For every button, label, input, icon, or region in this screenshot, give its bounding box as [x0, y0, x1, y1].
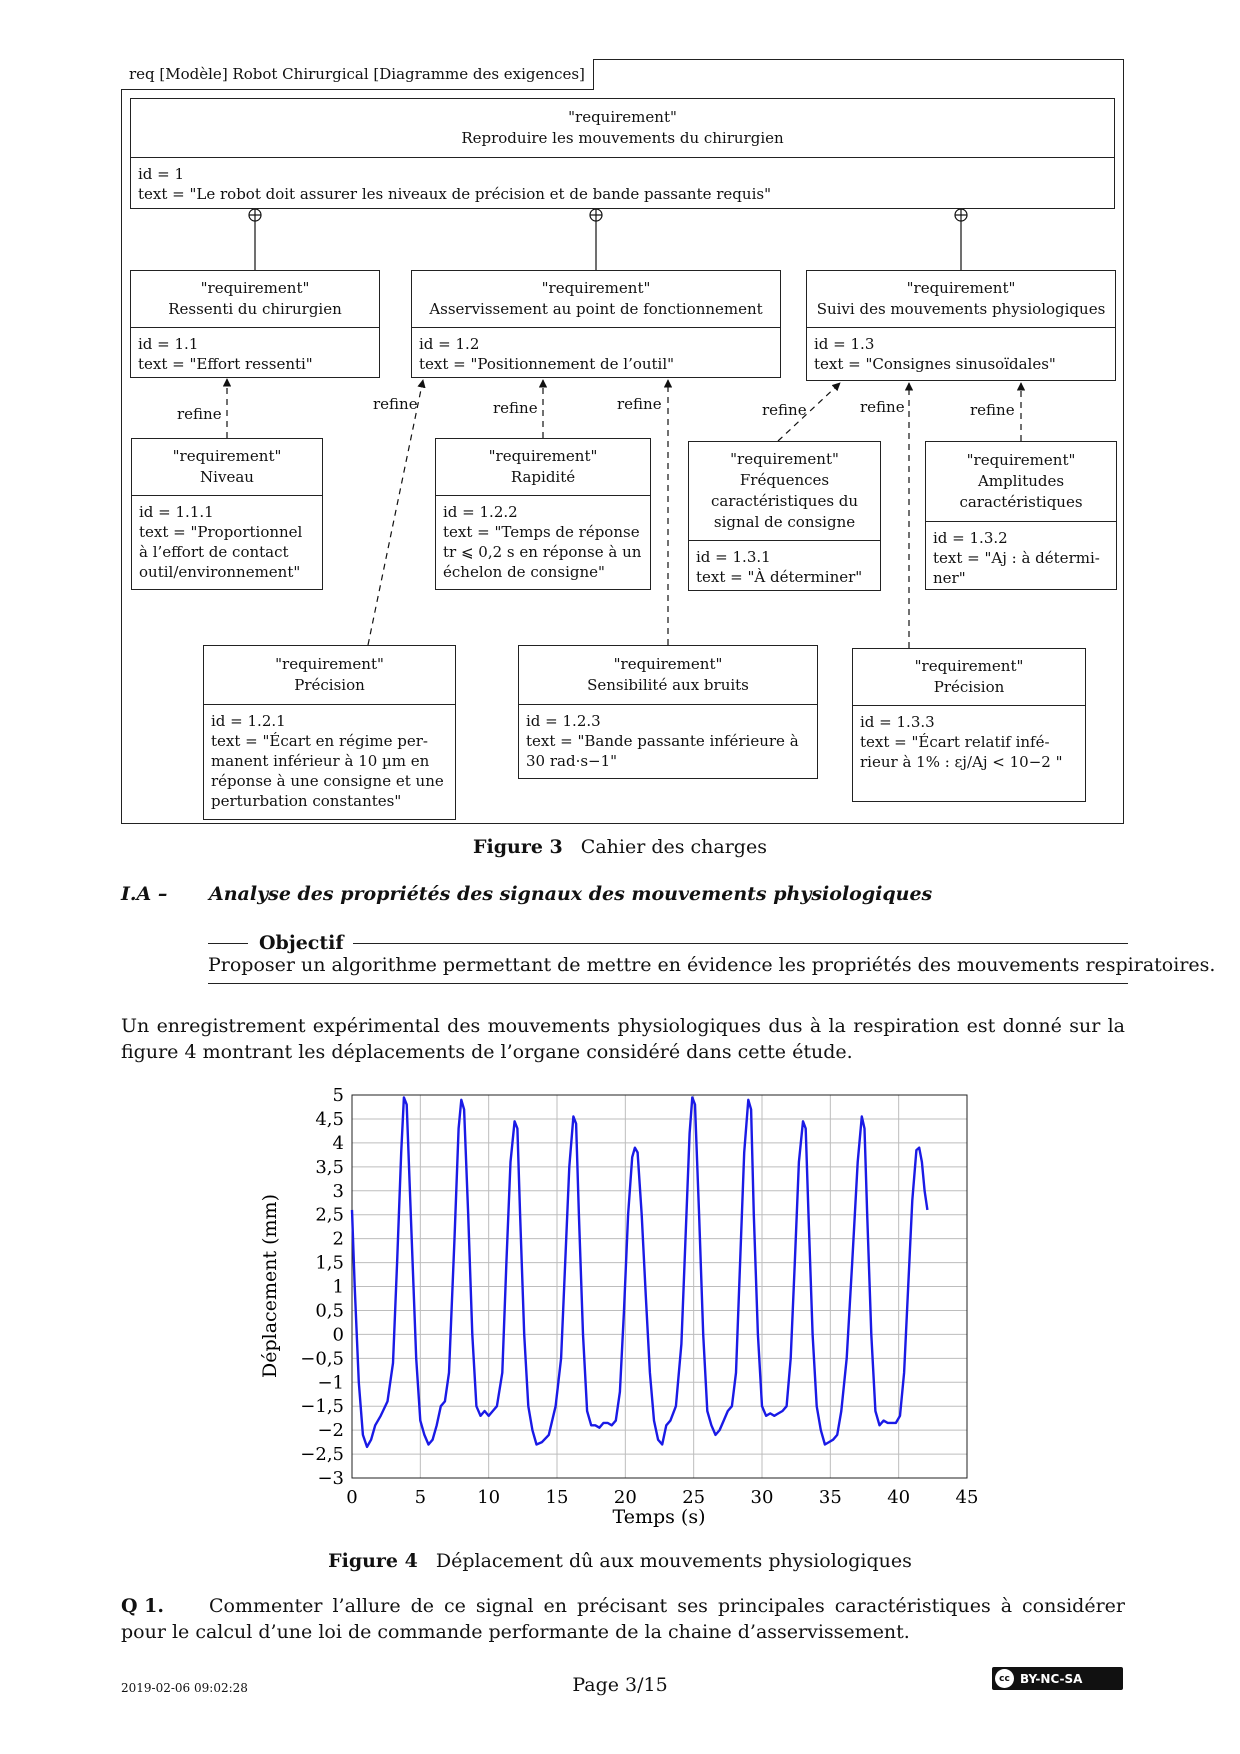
requirement-id: id = 1.2.2: [443, 503, 518, 521]
requirement-1-2-1: [203, 645, 456, 820]
question-text: Commenter l’allure de ce signal en précisant ses principales caractéristiques à considérer pour le calcul d’une loi de commande performante de la chaine d’asservissement.: [121, 1595, 1125, 1643]
figure-3-caption: [0, 836, 1240, 858]
stereotype: "requirement": [568, 108, 677, 126]
x-tick-label: 25: [682, 1487, 706, 1508]
requirement-id: id = 1.2: [419, 335, 480, 353]
y-tick-label: −1: [317, 1372, 344, 1394]
requirement-name: Reproduire les mouvements du chirurgien: [461, 129, 784, 147]
stereotype: "requirement": [541, 279, 651, 297]
objective-box: [208, 932, 1216, 984]
requirement-name: Amplitudes caractéristiques: [959, 472, 1083, 511]
section-title: Analyse des propriétés des signaux des mouvements physiologiques: [209, 883, 933, 905]
x-tick-label: 40: [887, 1487, 911, 1508]
requirement-1-1-1: [131, 438, 323, 590]
y-tick-labels: [300, 1085, 344, 1489]
x-tick-label: 45: [955, 1487, 979, 1508]
requirement-name: Rapidité: [510, 468, 576, 486]
containment-links: [249, 209, 967, 270]
question-number: Q 1.: [121, 1595, 165, 1617]
requirement-1-3-2: [925, 441, 1117, 590]
requirement-text: text = "À déterminer": [696, 568, 863, 586]
y-tick-label: 5: [332, 1085, 344, 1106]
figure-caption-text: Déplacement dû aux mouvements physiologiques: [435, 1550, 912, 1572]
objective-rule-left: [208, 943, 248, 944]
x-tick-label: 15: [545, 1487, 569, 1508]
requirement-1-2-2: [435, 438, 651, 590]
y-tick-label: −2: [317, 1420, 344, 1442]
y-tick-label: 1,5: [315, 1252, 344, 1274]
y-tick-label: 2,5: [315, 1204, 344, 1226]
stereotype: "requirement": [730, 450, 839, 468]
y-tick-label: −3: [317, 1468, 344, 1489]
requirement-text: text = "Écart en régime per-manent inférieur à 10 µm en réponse à une consigne et une perturbation constantes": [211, 732, 444, 810]
requirement-name: Niveau: [200, 468, 254, 486]
y-tick-label: −1,5: [300, 1396, 344, 1418]
requirement-id: id = 1.3.2: [933, 529, 1008, 547]
refine-label: refine: [493, 399, 538, 417]
x-tick-label: 35: [818, 1487, 842, 1508]
y-tick-label: −0,5: [300, 1348, 344, 1370]
requirement-id: id = 1: [138, 165, 185, 183]
requirement-text: text = "Proportionnel à l’effort de contact outil/environnement": [139, 523, 303, 581]
displacement-chart: [240, 1080, 1020, 1540]
stereotype: "requirement": [906, 279, 1016, 297]
y-tick-label: 0: [332, 1324, 344, 1346]
requirement-1-3-3: [852, 648, 1086, 802]
refine-label: refine: [617, 395, 662, 413]
stereotype: "requirement": [914, 657, 1024, 675]
requirement-1: [130, 98, 1115, 209]
refine-label: refine: [860, 398, 905, 416]
x-axis-label: Temps (s): [612, 1506, 706, 1528]
requirement-1-3: [806, 270, 1116, 381]
refine-label: refine: [177, 405, 222, 423]
license-text: BY-NC-SA: [1020, 1671, 1083, 1686]
objective-rule-right: [353, 943, 1128, 944]
requirement-text: text = "Écart relatif infé-rieur à 1% : εj/Aj < 10−2 ": [860, 733, 1063, 771]
requirement-text: text = "Aj : à détermi-ner": [933, 549, 1100, 587]
x-tick-label: 20: [613, 1487, 637, 1508]
requirement-text: text = "Positionnement de l’outil": [419, 355, 675, 373]
license-badge[interactable]: [992, 1667, 1123, 1690]
stereotype: "requirement": [613, 655, 723, 673]
stereotype: "requirement": [488, 447, 598, 465]
y-tick-label: 3: [332, 1180, 344, 1202]
intro-paragraph: Un enregistrement expérimental des mouvements physiologiques dus à la respiration est donné sur la figure 4 montrant les déplacements de l’organe considéré dans cette étude.: [121, 1015, 1125, 1063]
requirement-id: id = 1.3.1: [696, 548, 771, 566]
objective-rule-bottom: [208, 983, 1128, 984]
objective-text: Proposer un algorithme permettant de mettre en évidence les propriétés des mouvements respiratoires.: [208, 954, 1216, 976]
y-tick-label: 1: [332, 1276, 344, 1298]
requirement-text: text = "Bande passante inférieure à 30 rad·s−1": [526, 732, 799, 770]
chart-grid: [352, 1095, 967, 1478]
y-tick-label: 2: [332, 1228, 344, 1250]
y-tick-label: 4: [332, 1132, 344, 1154]
requirement-name: Fréquences caractéristiques du signal de consigne: [710, 471, 859, 531]
requirement-name: Asservissement au point de fonctionnement: [429, 300, 763, 318]
y-tick-label: 0,5: [315, 1300, 344, 1322]
requirement-id: id = 1.1.1: [139, 503, 214, 521]
displacement-series-line: [352, 1097, 927, 1447]
refine-label: refine: [762, 401, 807, 419]
requirement-id: id = 1.2.1: [211, 712, 286, 730]
diagram-frame-label: req [Modèle] Robot Chirurgical [Diagramme des exigences]: [121, 59, 594, 90]
requirement-1-2-3: [518, 645, 818, 779]
page-number: Page 3/15: [572, 1674, 668, 1696]
requirement-text: text = "Effort ressenti": [138, 355, 313, 373]
x-tick-label: 5: [414, 1487, 427, 1508]
requirement-id: id = 1.3: [814, 335, 875, 353]
x-tick-label: 0: [346, 1487, 358, 1508]
y-tick-label: −2,5: [300, 1444, 344, 1466]
figure-number: Figure 4: [328, 1550, 418, 1572]
stereotype: "requirement": [172, 447, 282, 465]
requirement-text: text = "Le robot doit assurer les niveaux de précision et de bande passante requis": [138, 185, 771, 203]
stereotype: "requirement": [200, 279, 310, 297]
figure-4-caption: [0, 1550, 1240, 1572]
requirement-1-3-1: [688, 441, 881, 591]
stereotype: "requirement": [966, 451, 1076, 469]
refine-label: refine: [373, 395, 418, 413]
x-tick-label: 30: [750, 1487, 774, 1508]
requirement-name: Suivi des mouvements physiologiques: [816, 300, 1106, 318]
x-tick-labels: [346, 1487, 978, 1508]
y-axis-label: Déplacement (mm): [259, 1194, 281, 1378]
figure-number: Figure 3: [473, 836, 563, 858]
requirement-id: id = 1.3.3: [860, 713, 935, 731]
section-number: I.A –: [121, 883, 168, 905]
y-tick-label: 4,5: [315, 1108, 344, 1130]
x-tick-label: 10: [477, 1487, 501, 1508]
requirement-id: id = 1.1: [138, 335, 199, 353]
requirement-1-1: [130, 270, 380, 378]
requirement-text: text = "Consignes sinusoïdales": [814, 355, 1056, 373]
requirement-name: Précision: [294, 676, 365, 694]
requirement-name: Précision: [933, 678, 1005, 696]
requirement-1-2: [411, 270, 781, 378]
requirement-id: id = 1.2.3: [526, 712, 601, 730]
y-tick-label: 3,5: [315, 1156, 344, 1178]
figure-caption-text: Cahier des charges: [580, 836, 767, 858]
refine-label: refine: [970, 401, 1015, 419]
requirement-text: text = "Temps de réponse tr ⩽ 0,2 s en réponse à un échelon de consigne": [443, 523, 642, 581]
question-1: [121, 1593, 1125, 1645]
stereotype: "requirement": [275, 655, 384, 673]
objective-label: Objectif: [259, 932, 344, 954]
requirement-name: Ressenti du chirurgien: [168, 300, 342, 318]
creative-commons-icon: cc: [995, 1669, 1014, 1688]
footer-date: 2019-02-06 09:02:28: [121, 1681, 248, 1695]
requirement-name: Sensibilité aux bruits: [587, 676, 749, 694]
